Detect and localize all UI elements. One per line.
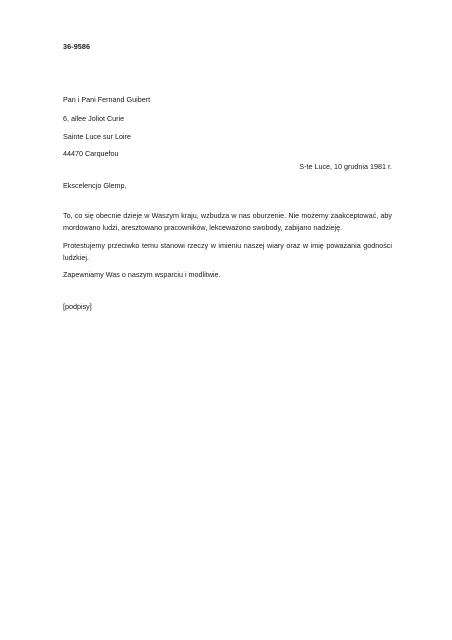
address-line-town: Sainte Luce sur Loire [63, 132, 131, 141]
paragraph-1: To, co się obecnie dzieje w Waszym kraju, wzbudza w nas oburzenie. Nie możemy zaakceptować, aby mordowano ludzi, aresztowano pracowników, lekceważono swobody, zabijano nadzieję. [63, 211, 392, 232]
paragraph-2: Protestujemy przeciwko temu stanowi rzeczy w imieniu naszej wiary oraz w imię poważania godności ludzkiej. [63, 241, 392, 262]
address-line-postcode: 44470 Carquefou [63, 149, 119, 158]
address-line-name: Pan i Pani Fernand Guibert [63, 95, 151, 104]
address-line-street: 6, allee Joliot Curie [63, 114, 125, 123]
signature-placeholder: [podpisy] [63, 302, 92, 311]
date-line: S-te Luce, 10 grudnia 1981 r. [299, 162, 392, 171]
paragraph-3: Zapewniamy Was o naszym wsparciu i modlitwie. [63, 270, 221, 279]
salutation: Ekscelencjo Glemp, [63, 181, 127, 190]
document-reference-number: 36-9586 [63, 42, 91, 51]
